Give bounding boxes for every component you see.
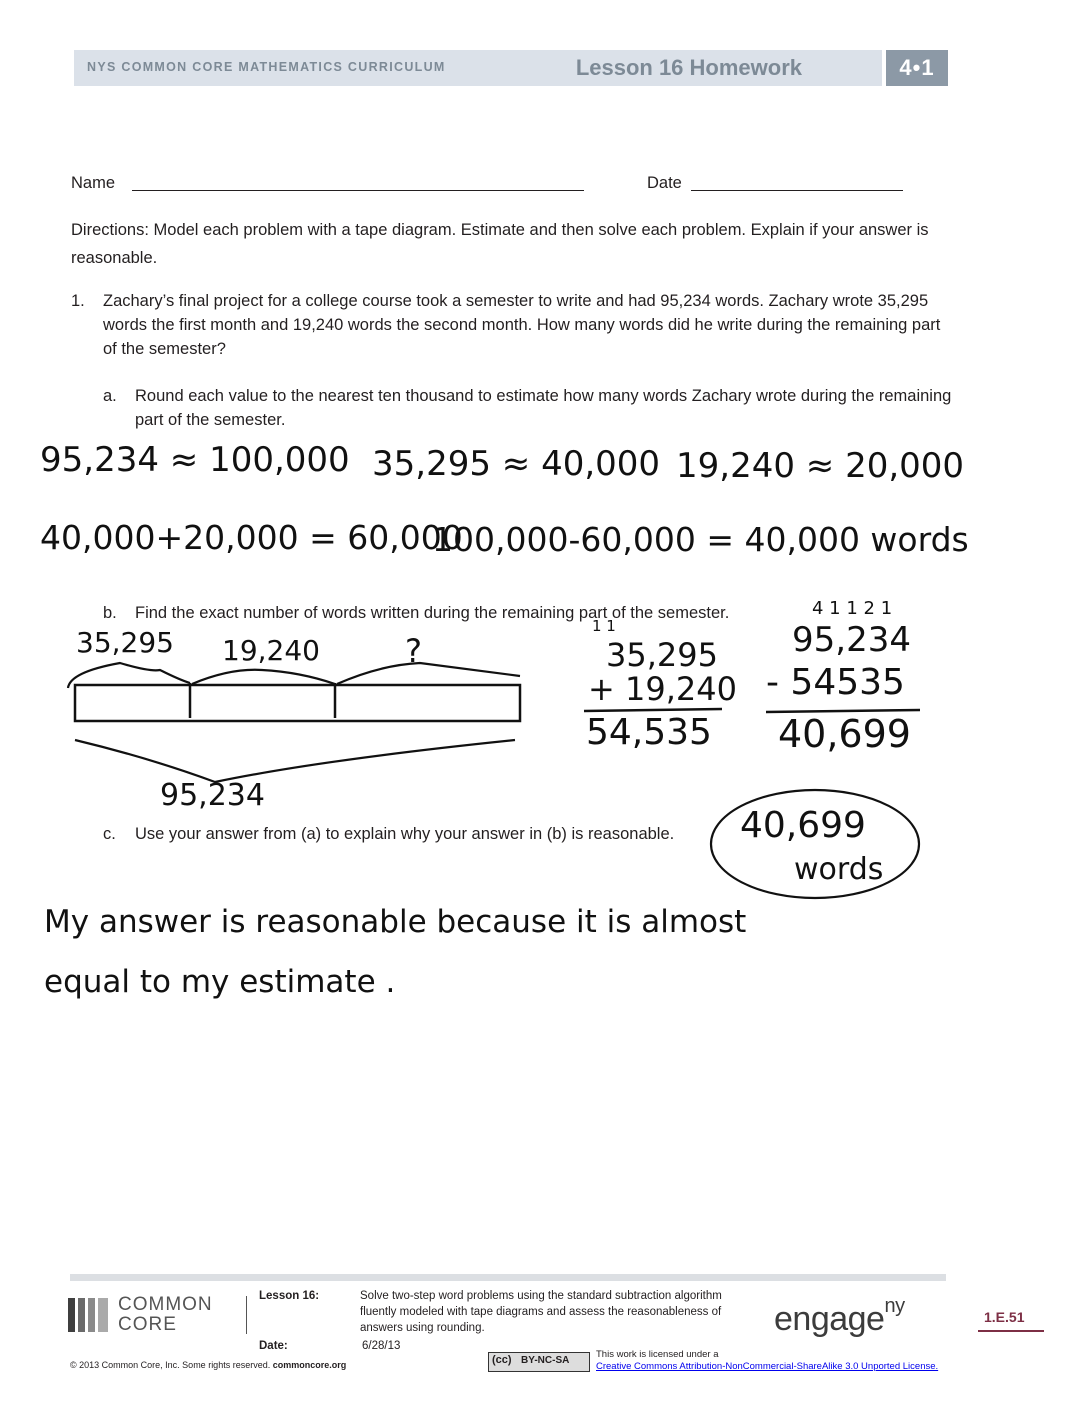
license-link[interactable]: Creative Commons Attribution-NonCommercial-ShareAlike 3.0 Unported License. (596, 1361, 939, 1372)
addition-carry: 1 1 (592, 617, 616, 635)
tape-rect (75, 685, 520, 721)
brace-total (75, 740, 515, 782)
part-c-text: Use your answer from (a) to explain why your answer in (b) is reasonable. (135, 825, 675, 843)
part-a-text: Round each value to the nearest ten thousand to estimate how many words Zachary wrote during the remaining part of the semester. (135, 387, 952, 429)
subtraction-regroup: 4 1 1 2 1 (812, 598, 893, 619)
logo-core-text: CORE (118, 1314, 177, 1335)
estimate-35295: 35,295 ≈ 40,000 (372, 444, 661, 484)
page-number: 1.E.51 (984, 1309, 1025, 1325)
name-label: Name (71, 174, 116, 192)
curriculum-title: NYS COMMON CORE MATHEMATICS CURRICULUM (87, 60, 446, 74)
answer-number: 40,699 (740, 805, 866, 846)
estimate-95234: 95,234 ≈ 100,000 (40, 440, 350, 480)
engageny-logo: engage$^{ny}$ (774, 1294, 905, 1338)
brace-unknown (337, 663, 520, 684)
subtraction-bottom: - 54535 (766, 662, 905, 703)
addition-bottom: + 19,240 (588, 670, 737, 708)
subtraction-result: 40,699 (778, 712, 911, 756)
part-b-letter: b. (103, 604, 117, 622)
license-text: This work is licensed under a Creative Commons Attribution-NonCommercial-ShareAlike 3.0 Unported License. (596, 1349, 939, 1372)
grade-module-badge: 4•1 (886, 50, 948, 86)
footer-divider (246, 1296, 247, 1334)
problem-number: 1. (71, 292, 85, 310)
explanation-line-1: My answer is reasonable because it is almost (44, 904, 747, 940)
cc-license-badge: (cc) BY-NC-SA (488, 1352, 590, 1372)
part-c-letter: c. (103, 825, 116, 843)
estimate-difference: 100,000-60,000 = 40,000 words (432, 520, 969, 559)
page-number-rule (978, 1330, 1044, 1332)
tape-label-unknown: ? (405, 632, 422, 670)
tape-label-part1: 35,295 (76, 626, 174, 659)
footer-date-value: 6/28/13 (362, 1340, 401, 1352)
copyright: © 2013 Common Core, Inc. Some rights reserved. commoncore.org (70, 1360, 347, 1370)
part-a-letter: a. (103, 387, 117, 405)
addition-bar (584, 709, 722, 711)
estimate-19240: 19,240 ≈ 20,000 (676, 446, 965, 486)
answer-unit: words (794, 852, 884, 887)
date-label: Date (647, 174, 682, 192)
part-b-text: Find the exact number of words written during the remaining part of the semester. (135, 604, 730, 622)
addition-top: 35,295 (606, 636, 718, 674)
problem-text: Zachary’s final project for a college course took a semester to write and had 95,234 words. Zachary wrote 35,295 words the first month and 19,240 words the second month. How many words did he write during the remaining part of the semester? (103, 292, 941, 358)
tape-label-part2: 19,240 (222, 634, 320, 667)
estimate-sum: 40,000+20,000 = 60,000 (40, 518, 463, 557)
directions: Directions: Model each problem with a tape diagram. Estimate and then solve each problem. Explain if your answer is reasonable. (71, 221, 929, 267)
common-core-logo (68, 1294, 238, 1338)
subtraction-top: 95,234 (792, 620, 911, 660)
explanation-line-2: equal to my estimate . (44, 964, 396, 1000)
cc-icon: (cc) (492, 1354, 512, 1366)
footer-date-label: Date: (259, 1340, 288, 1352)
addition-result: 54,535 (586, 712, 712, 753)
lesson-title: Lesson 16 Homework (575, 55, 802, 80)
footer-lesson-label: Lesson 16: (259, 1290, 320, 1302)
brace-part2 (192, 670, 335, 684)
logo-common-text: COMMON (118, 1294, 213, 1315)
tape-label-total: 95,234 (160, 778, 265, 813)
footer-rule (70, 1274, 946, 1281)
footer-lesson-desc: Solve two-step word problems using the standard subtraction algorithm fluently modeled with tape diagrams and assess the reasonableness of answers using rounding. (360, 1290, 722, 1334)
